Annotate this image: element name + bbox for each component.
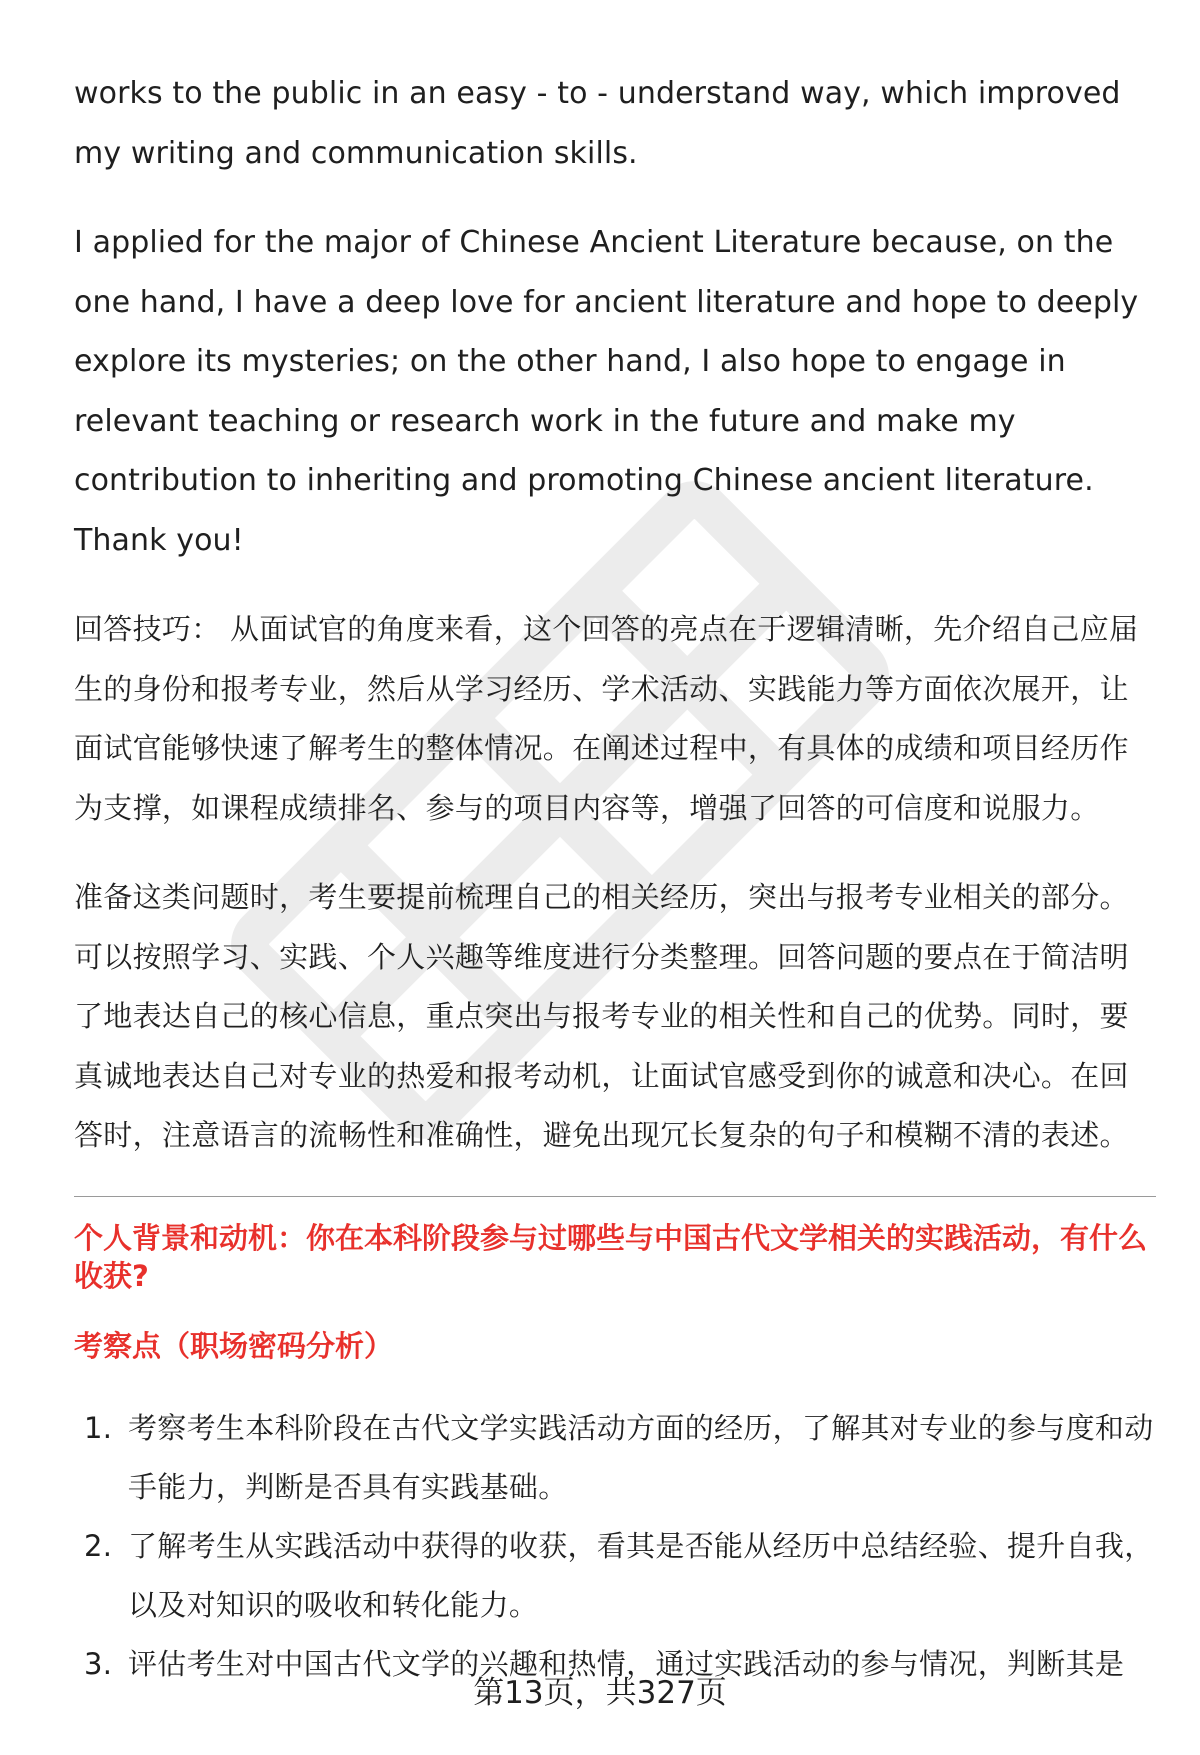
page-number-footer: 第13页，共327页 [473, 1675, 727, 1711]
list-item-number: 1. [84, 1410, 113, 1445]
answer-paragraph-1: works to the public in an easy - to - understand way, which improved my writing and communication skills. [74, 76, 1121, 171]
question-title: 个人背景和动机：你在本科阶段参与过哪些与中国古代文学相关的实践活动，有什么收获? [74, 1220, 1148, 1293]
list-item [74, 1517, 1156, 1635]
list-item-number: 2. [84, 1528, 113, 1563]
preparation-advice-paragraph: 准备这类问题时，考生要提前梳理自己的相关经历，突出与报考专业相关的部分。可以按照学习、实践、个人兴趣等维度进行分类整理。回答问题的要点在于简洁明了地表达自己的核心信息，重点突出与报考专业的相关性和自己的优势。同时，要真诚地表达自己对专业的热爱和报考动机，让面试官感受到你的诚意和决心。在回答时，注意语言的流畅性和准确性，避免出现冗长复杂的句子和模糊不清的表述。 [74, 880, 1129, 1152]
list-item-number: 3. [84, 1646, 113, 1681]
answer-tips-paragraph: 回答技巧： 从面试官的角度来看，这个回答的亮点在于逻辑清晰，先介绍自己应届生的身份和报考专业，然后从学习经历、学术活动、实践能力等方面依次展开，让面试官能够快速了解考生的整体情况。在阐述过程中，有具体的成绩和项目经历作为支撑，如课程成绩排名、参与的项目内容等，增强了回答的可信度和说服力。 [74, 612, 1139, 825]
assessment-points-list [74, 1399, 1156, 1694]
document-body [74, 64, 1156, 1694]
list-item-text: 评估考生对中国古代文学的兴趣和热情，通过实践活动的参与情况，判断其是 [128, 1646, 1125, 1681]
list-item-text: 考察考生本科阶段在古代文学实践活动方面的经历，了解其对专业的参与度和动手能力，判断是否具有实践基础。 [128, 1410, 1154, 1504]
list-item-text: 了解考生从实践活动中获得的收获，看其是否能从经历中总结经验、提升自我，以及对知识的吸收和转化能力。 [128, 1528, 1154, 1622]
list-item [74, 1399, 1156, 1517]
section-divider [74, 1196, 1156, 1197]
assessment-points-heading: 考察点（职场密码分析） [74, 1328, 394, 1363]
answer-paragraph-2: I applied for the major of Chinese Ancient Literature because, on the one hand, I have a deep love for ancient literature and hope to deeply explore its mysteries; on the other hand, I also hope to engage in relevant teaching or research work in the future and make my contribution to inheriting and promoting Chinese ancient literature. Thank you! [74, 225, 1139, 558]
